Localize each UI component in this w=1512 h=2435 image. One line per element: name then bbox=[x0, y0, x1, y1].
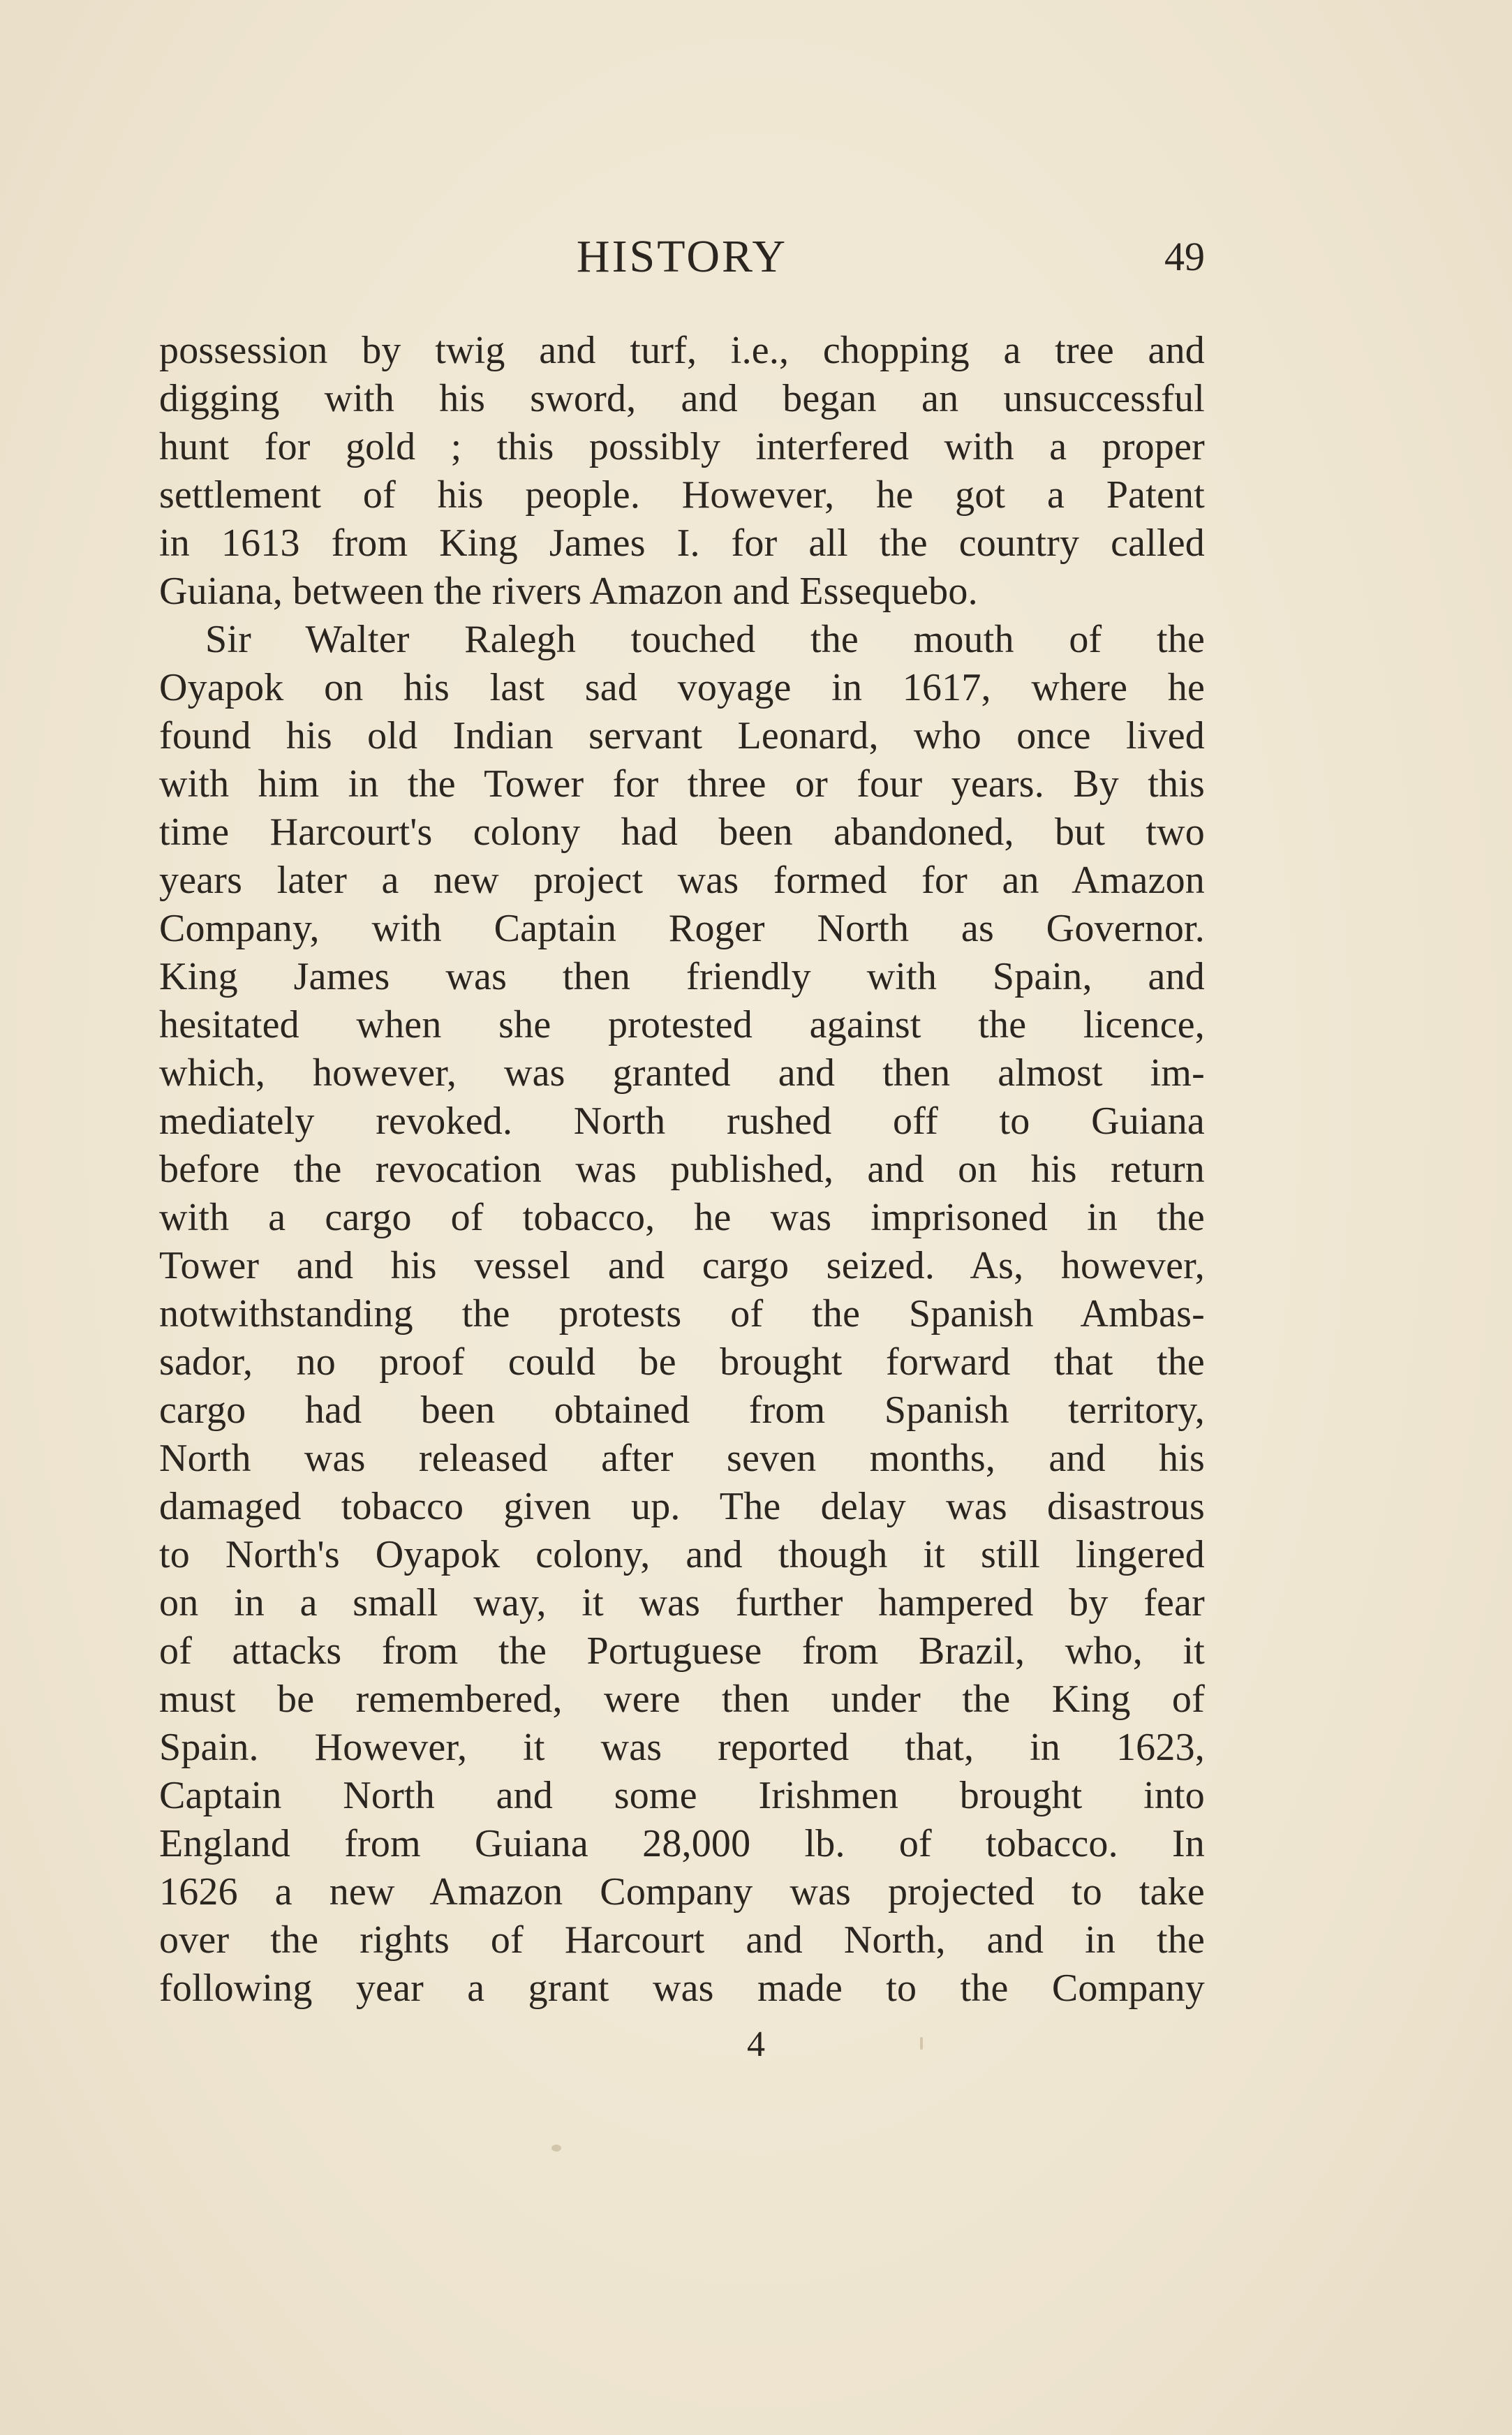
text-line: damaged tobacco given up. The delay was disastrous bbox=[159, 1485, 1205, 1528]
text-line: years later a new project was formed for an Amazon bbox=[159, 859, 1205, 902]
text-line: on in a small way, it was further hampered by fear bbox=[159, 1581, 1205, 1624]
paper-speck bbox=[920, 2037, 923, 2050]
text-line: with him in the Tower for three or four years. By this bbox=[159, 762, 1205, 806]
text-line: Tower and his vessel and cargo seized. As, however, bbox=[159, 1244, 1205, 1287]
text-line: digging with his sword, and began an unsuccessful bbox=[159, 377, 1205, 420]
text-line: mediately revoked. North rushed off to Guiana bbox=[159, 1100, 1205, 1143]
text-line: must be remembered, were then under the King of bbox=[159, 1678, 1205, 1721]
text-line: Oyapok on his last sad voyage in 1617, where he bbox=[159, 666, 1205, 709]
text-line: hesitated when she protested against the licence, bbox=[159, 1003, 1205, 1046]
text-line: Sir Walter Ralegh touched the mouth of the bbox=[205, 618, 1205, 661]
running-header bbox=[159, 229, 1205, 285]
text-line: North was released after seven months, and his bbox=[159, 1437, 1205, 1480]
text-line: England from Guiana 28,000 lb. of tobacco. In bbox=[159, 1822, 1205, 1865]
page-number: 49 bbox=[1164, 234, 1205, 279]
running-title: HISTORY bbox=[576, 231, 788, 282]
text-line: which, however, was granted and then almost im- bbox=[159, 1051, 1205, 1095]
text-line: found his old Indian servant Leonard, who once lived bbox=[159, 714, 1205, 757]
text-line: with a cargo of tobacco, he was imprisoned in the bbox=[159, 1196, 1205, 1239]
text-line: cargo had been obtained from Spanish territory, bbox=[159, 1389, 1205, 1432]
text-line: before the revocation was published, and on his return bbox=[159, 1148, 1205, 1191]
text-line: Company, with Captain Roger North as Governor. bbox=[159, 907, 1205, 950]
body-text bbox=[159, 327, 1205, 2013]
text-line: Guiana, between the rivers Amazon and Essequebo. bbox=[159, 570, 978, 613]
text-line: to North's Oyapok colony, and though it still lingered bbox=[159, 1533, 1205, 1576]
text-line: sador, no proof could be brought forward that the bbox=[159, 1340, 1205, 1384]
text-line: following year a grant was made to the Company bbox=[159, 1967, 1205, 2010]
text-line: possession by twig and turf, i.e., chopping a tree and bbox=[159, 329, 1205, 372]
text-line: notwithstanding the protests of the Spanish Ambas- bbox=[159, 1292, 1205, 1335]
text-line: Captain North and some Irishmen brought into bbox=[159, 1774, 1205, 1817]
paper-speck bbox=[551, 2145, 561, 2152]
text-line: over the rights of Harcourt and North, and in the bbox=[159, 1918, 1205, 1962]
text-line: Spain. However, it was reported that, in 1623, bbox=[159, 1726, 1205, 1769]
text-line: hunt for gold ; this possibly interfered with a proper bbox=[159, 425, 1205, 468]
text-line: settlement of his people. However, he got a Patent bbox=[159, 473, 1205, 517]
text-line: time Harcourt's colony had been abandoned, but two bbox=[159, 811, 1205, 854]
text-line: of attacks from the Portuguese from Brazil, who, it bbox=[159, 1629, 1205, 1673]
text-line: in 1613 from King James I. for all the country called bbox=[159, 521, 1205, 565]
text-line: 1626 a new Amazon Company was projected to take bbox=[159, 1870, 1205, 1914]
text-line: King James was then friendly with Spain, and bbox=[159, 955, 1205, 998]
signature-mark: 4 bbox=[747, 2025, 765, 2064]
